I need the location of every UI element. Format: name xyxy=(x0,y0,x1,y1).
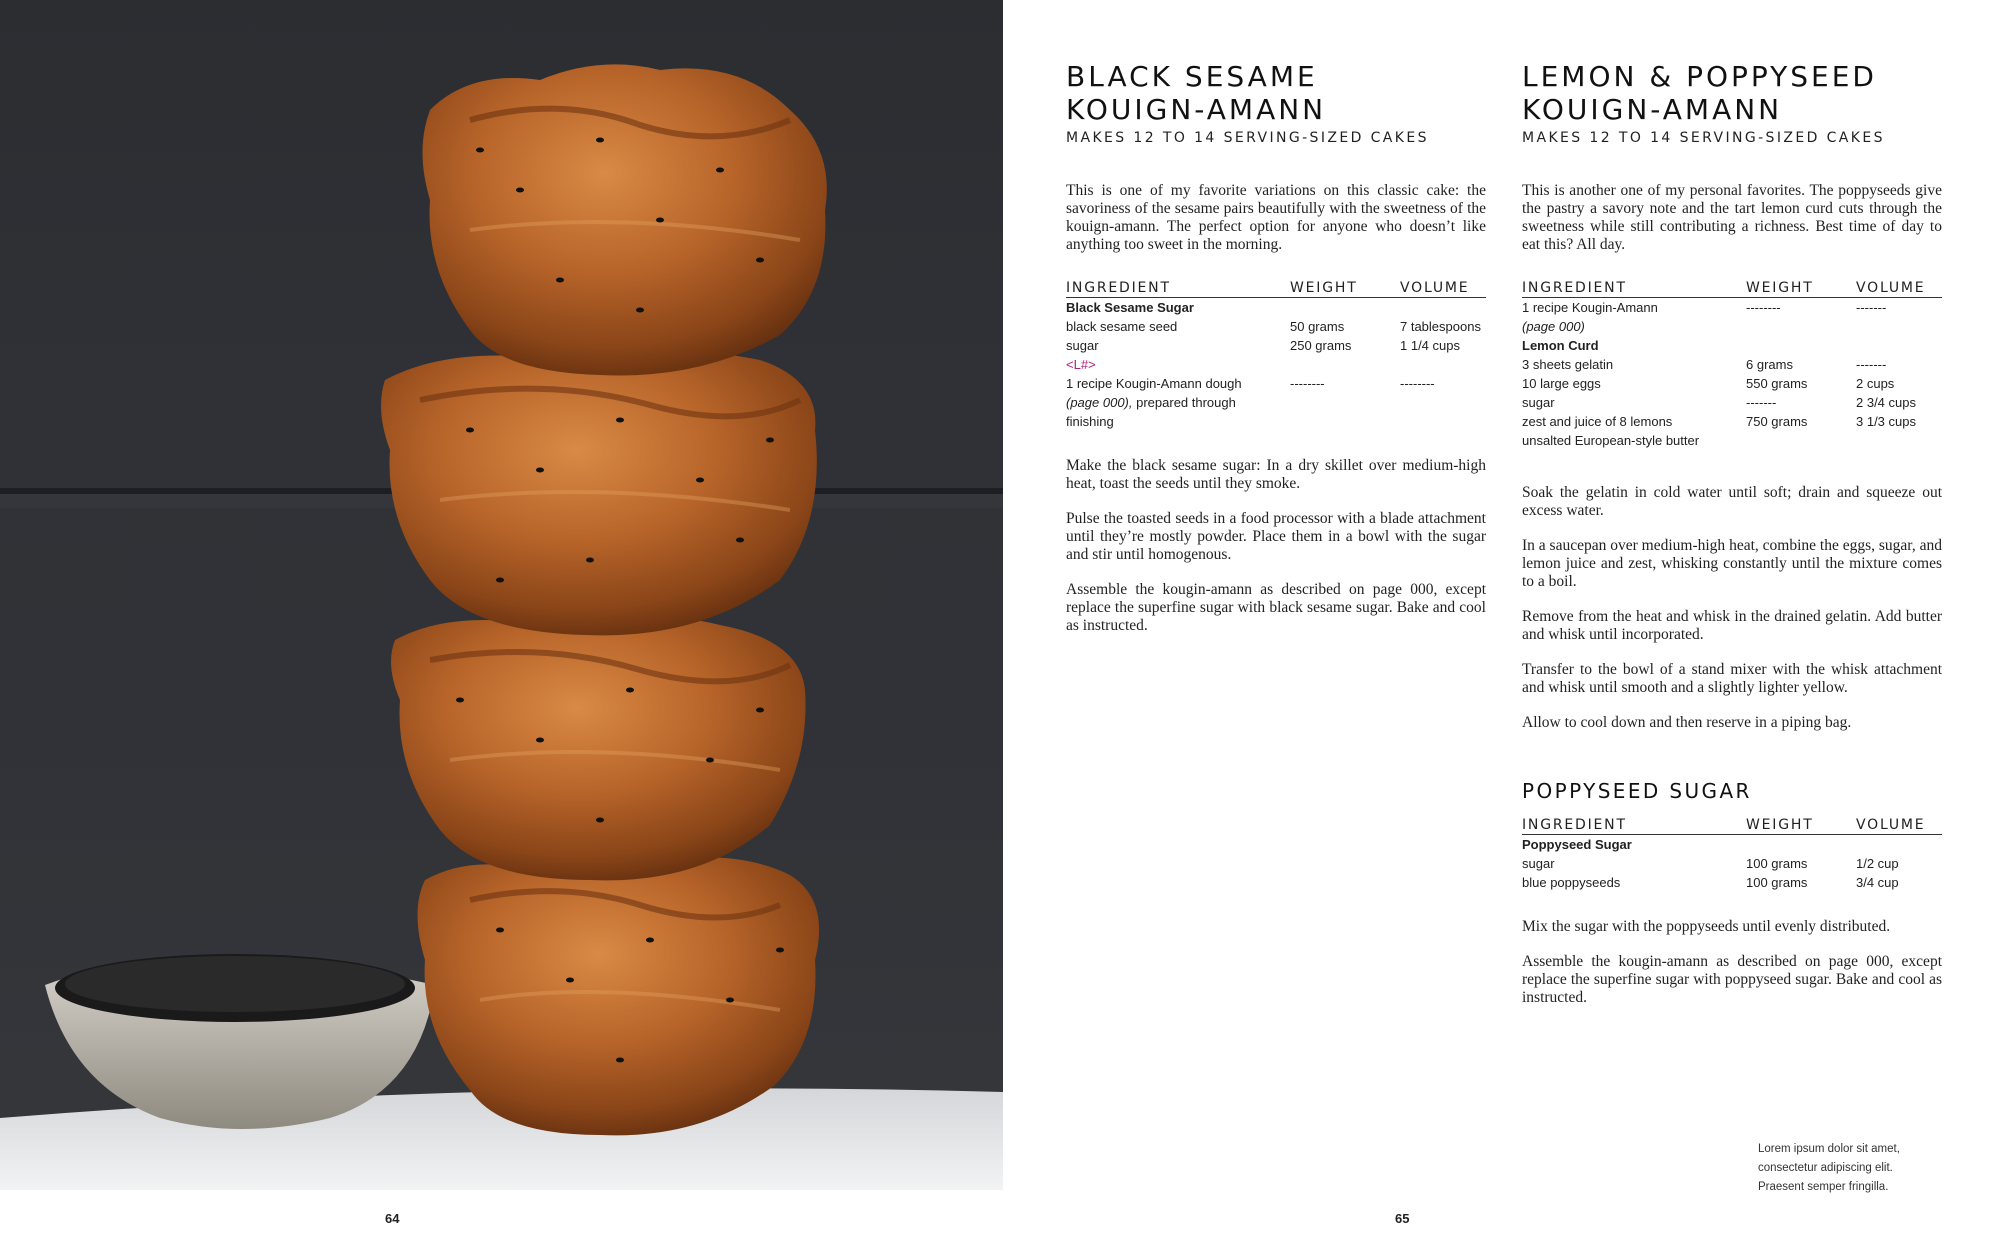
header-volume: VOLUME xyxy=(1856,817,1942,835)
recipe-black-sesame xyxy=(1066,60,1486,652)
title-line-2: KOUIGN-AMANN xyxy=(1066,93,1327,126)
pastry-2 xyxy=(381,350,817,635)
poppyseed-sugar-title: POPPYSEED SUGAR xyxy=(1522,779,1752,803)
step: Remove from the heat and whisk in the drained gelatin. Add butter and whisk until incorporated. xyxy=(1522,608,1942,643)
table-row: unsalted European-style butter xyxy=(1522,433,1700,448)
step: Assemble the kougin-amann as described on page 000, except replace the superfine sugar with poppyseed sugar. Bake and cool as instructed. xyxy=(1522,953,1942,1006)
table-row: zest and juice of 8 lemons 750 grams 3 1/3 cups xyxy=(1522,414,1916,429)
title-line-2: KOUIGN-AMANN xyxy=(1522,93,1783,126)
table-row: sugar ------- 2 3/4 cups xyxy=(1522,395,1916,410)
header-volume: VOLUME xyxy=(1400,280,1486,298)
pastry-1 xyxy=(423,64,827,375)
page-number-right: 65 xyxy=(1395,1211,1410,1226)
step: Allow to cool down and then reserve in a piping bag. xyxy=(1522,714,1852,731)
step: In a saucepan over medium-high heat, combine the eggs, sugar, and lemon juice and zest, whisking constantly until the mixture comes to a boil. xyxy=(1522,537,1942,590)
section-heading: Black Sesame Sugar xyxy=(1066,300,1194,315)
header-weight: WEIGHT xyxy=(1746,817,1856,835)
recipe-steps xyxy=(1522,484,1942,732)
title-line-1: LEMON & POPPYSEED xyxy=(1522,60,1877,93)
table-row: sugar 250 grams 1 1/4 cups xyxy=(1066,338,1460,353)
header-weight: WEIGHT xyxy=(1746,280,1856,298)
header-ingredient: INGREDIENT xyxy=(1066,280,1290,298)
section-heading: Lemon Curd xyxy=(1522,338,1599,353)
recipe-yield: MAKES 12 TO 14 SERVING-SIZED CAKES xyxy=(1066,130,1429,146)
table-row: 1 recipe Kougin-Amann (page 000) -------- ------- xyxy=(1522,300,1887,334)
layout-marker: <L#> xyxy=(1066,357,1096,372)
recipe-title xyxy=(1066,60,1486,126)
dough-ingredient: 1 recipe Kougin-Amann dough (page 000), prepared through finishing xyxy=(1066,376,1242,429)
step: Pulse the toasted seeds in a food processor with a blade attachment until they’re mostly powder. Place them in a bowl with the sugar and stir until homogenous. xyxy=(1066,510,1486,563)
step: Transfer to the bowl of a stand mixer with the whisk attachment and whisk until smooth and a slightly lighter yellow. xyxy=(1522,661,1942,696)
table-row: 10 large eggs 550 grams 2 cups xyxy=(1522,376,1895,391)
table-row: 3 sheets gelatin 6 grams ------- xyxy=(1522,357,1887,372)
ingredient-table xyxy=(1522,280,1942,450)
poppyseed-steps xyxy=(1522,918,1942,1007)
recipe-steps xyxy=(1066,457,1486,635)
title-line-1: BLACK SESAME xyxy=(1066,60,1318,93)
table-row: 1 recipe Kougin-Amann dough (page 000), prepared through finishing -------- -------- xyxy=(1066,376,1435,429)
header-weight: WEIGHT xyxy=(1290,280,1400,298)
recipe-yield: MAKES 12 TO 14 SERVING-SIZED CAKES xyxy=(1522,130,1885,146)
kouign-amann-stack-illustration xyxy=(0,0,1003,1190)
footnote: Lorem ipsum dolor sit amet, consectetur adipiscing elit. Praesent semper fringilla. xyxy=(1758,1143,1900,1193)
step: Make the black sesame sugar: In a dry skillet over medium-high heat, toast the seeds until they smoke. xyxy=(1066,457,1486,492)
pastry-4 xyxy=(418,857,820,1136)
table-row: blue poppyseeds 100 grams 3/4 cup xyxy=(1522,875,1899,890)
table-row: black sesame seed 50 grams 7 tablespoons xyxy=(1066,319,1481,334)
recipe-lemon-poppyseed xyxy=(1522,60,1942,1024)
header-ingredient: INGREDIENT xyxy=(1522,280,1746,298)
table-row: sugar 100 grams 1/2 cup xyxy=(1522,856,1899,871)
recipe-intro: This is another one of my personal favorites. The poppyseeds give the pastry a savory note and the tart lemon curd cuts through the sweetness while still contributing a richness. Best time of day to eat this? All day. xyxy=(1522,182,1942,253)
page-number-left: 64 xyxy=(385,1211,400,1226)
step: Mix the sugar with the poppyseeds until evenly distributed. xyxy=(1522,918,1891,935)
header-volume: VOLUME xyxy=(1856,280,1942,298)
recipe-intro: This is one of my favorite variations on this classic cake: the savoriness of the sesame pairs beautifully with the sweetness of the kouign-amann. The perfect option for anyone who doesn’t like anything too sweet in the morning. xyxy=(1066,182,1486,253)
section-heading: Poppyseed Sugar xyxy=(1522,837,1632,852)
recipe-photo xyxy=(0,0,1003,1190)
pastry-3 xyxy=(391,615,806,880)
header-ingredient: INGREDIENT xyxy=(1522,817,1746,835)
step: Soak the gelatin in cold water until soft; drain and squeeze out excess water. xyxy=(1522,484,1942,519)
step: Assemble the kougin-amann as described on page 000, except replace the superfine sugar with black sesame sugar. Bake and cool as instructed. xyxy=(1066,581,1486,634)
ingredient-table xyxy=(1066,280,1486,431)
recipe-title xyxy=(1522,60,1942,126)
poppyseed-ingredient-table xyxy=(1522,817,1942,892)
